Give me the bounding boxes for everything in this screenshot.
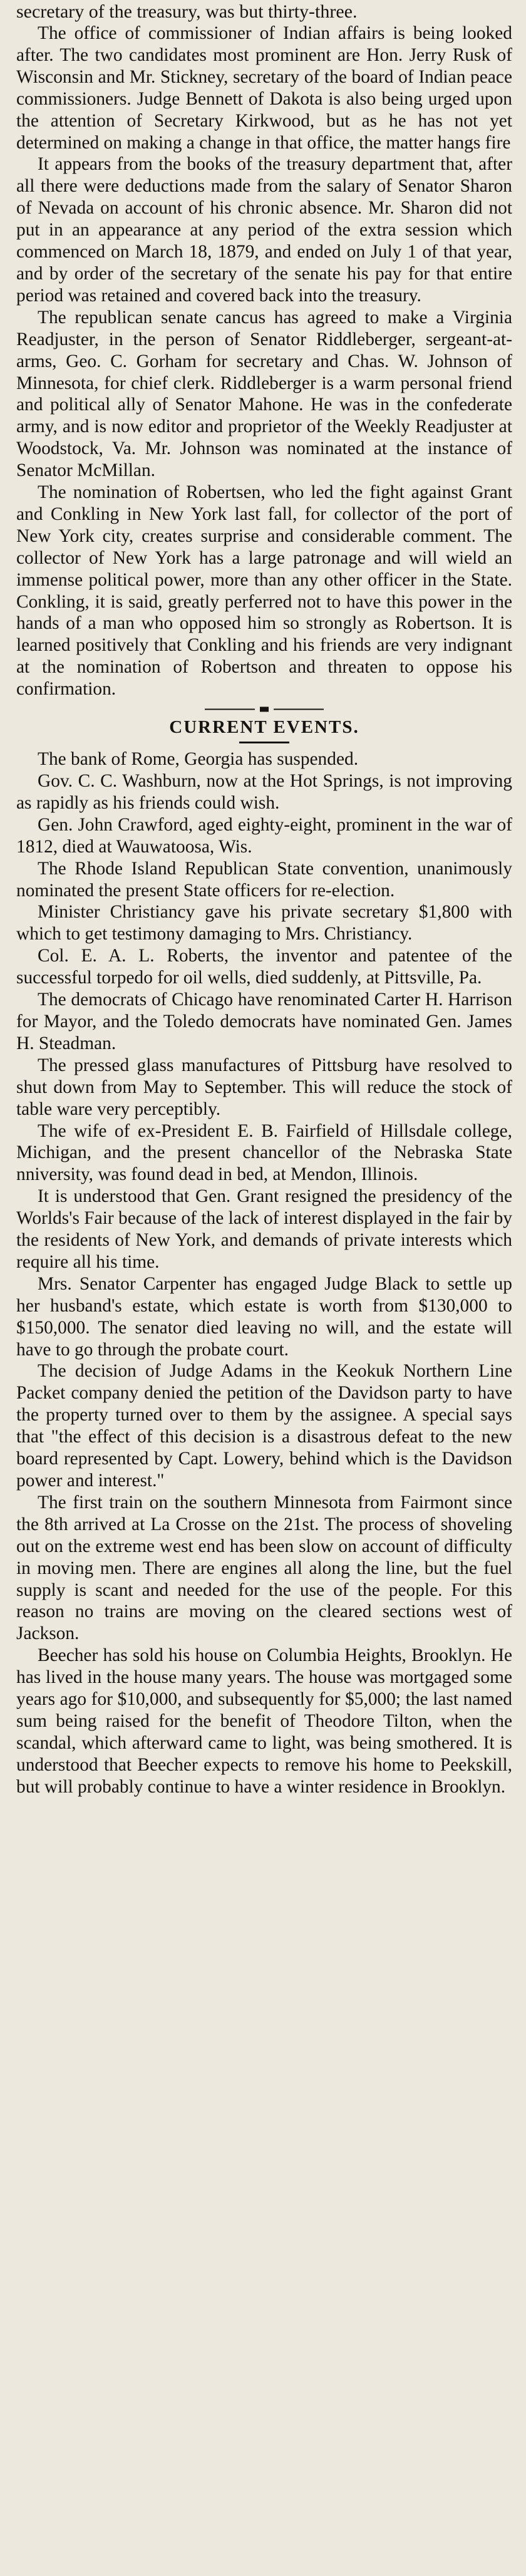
news-item: The decision of Judge Adams in the Keokuk Northern Line Packet company denied the petition of the Davidson party to have the property turned over to them by the assignee. A special says that "the effect of this decision is a disastrous defeat to the new board represented by Capt. Lowery, behind which is the Davidson power and interest.": [16, 1361, 512, 1491]
article-paragraph: The office of commissioner of Indian affairs is being looked after. The two candidates most prominent are Hon. Jerry Rusk of Wisconsin and Mr. Stickney, secretary of the board of Indian peace commissioners. Judge Bennett of Dakota is also being urged upon the attention of Secretary Kirkwood, but as he has not yet determined on making a change in that office, the matter hangs fire: [16, 23, 512, 153]
news-item: The Rhode Island Republican State convention, unanimously nominated the present State officers for re-election.: [16, 858, 512, 901]
news-item: The democrats of Chicago have renominated Carter H. Harrison for Mayor, and the Toledo democrats have nominated Gen. James H. Steadman.: [16, 990, 512, 1053]
news-item: Beecher has sold his house on Columbia Heights, Brooklyn. He has lived in the house many years. The house was mortgaged some years ago for $10,000, and subsequently for $5,000; the last named sum being raised for the benefit of Theodore Tilton, when the scandal, which afterward came to light, was being smothered. It is understood that Beecher expects to remove his home to Peekskill, but will probably continue to have a winter residence in Brooklyn.: [16, 1645, 512, 1797]
news-item: Col. E. A. L. Roberts, the inventor and patentee of the successful torpedo for oil wells, died suddenly, at Pittsville, Pa.: [16, 946, 512, 988]
news-item: Mrs. Senator Carpenter has engaged Judge Black to settle up her husband's estate, which estate is worth from $130,000 to $150,000. The senator died leaving no will, and the estate will have to go through the probate court.: [16, 1273, 512, 1360]
news-item: It is understood that Gen. Grant resigned the presidency of the Worlds's Fair because of the lack of interest displayed in the fair by the residents of New York, and demands of private interests which require all his time.: [16, 1186, 512, 1272]
section-heading: CURRENT EVENTS.: [169, 717, 359, 738]
political-news-section: [16, 23, 512, 700]
news-item: Gen. John Crawford, aged eighty-eight, prominent in the war of 1812, died at Wauwatoosa, Wis.: [16, 814, 512, 857]
news-item: The wife of ex-President E. B. Fairfield of Hillsdale college, Michigan, and the present chancellor of the Nebraska State nniversity, was found dead in bed, at Mendon, Illinois.: [16, 1120, 512, 1185]
heading-underline: [239, 742, 289, 743]
news-item: Gov. C. C. Washburn, now at the Hot Springs, is not improving as rapidly as his friends could wish.: [16, 771, 512, 813]
current-events-section: [16, 748, 512, 1798]
article-paragraph: The republican senate cancus has agreed to make a Virginia Readjuster, in the person of Senator Riddleberger, sergeant-at-arms, Geo. C. Gorham for secretary and Chas. W. Johnson of Minnesota, for chief clerk. Riddleberger is a warm personal friend and political ally of Senator Mahone. He was in the confederate army, and is now editor and proprietor of the Weekly Readjuster at Woodstock, Va. Mr. Johnson was nominated at the instance of Senator McMillan.: [16, 307, 512, 481]
news-item: The bank of Rome, Georgia has suspended.: [38, 749, 359, 770]
continued-line: secretary of the treasury, was but thirty-three.: [16, 1, 358, 22]
article-paragraph: The nomination of Robertsen, who led the fight against Grant and Conkling in New York last fall, for collector of the port of New York city, creates surprise and considerable comment. The collector of New York has a large patronage and will wield an immense political power, more than any other officer in the State. Conkling, it is said, greatly perferred not to have this power in the hands of a man who opposed him so strongly as Robertson. It is learned positively that Conkling and his friends are very indignant at the nomination of Robertson and threaten to oppose his confirmation.: [16, 482, 512, 700]
news-item: The pressed glass manufactures of Pittsburg have resolved to shut down from May to September. This will reduce the stock of table ware very perceptibly.: [16, 1055, 512, 1119]
news-item: The first train on the southern Minnesota from Fairmont since the 8th arrived at La Crosse on the 21st. The process of shoveling out on the extreme west end has been slow on account of difficulty in moving men. There are engines all along the line, but the fuel supply is scant and needed for the use of the people. For this reason no trains are moving on the cleared sections west of Jackson.: [16, 1492, 512, 1644]
section-header: [16, 706, 512, 743]
article-paragraph: It appears from the books of the treasury department that, after all there were deductions made from the salary of Senator Sharon of Nevada on account of his chronic absence. Mr. Sharon did not put in an appearance at any period of the extra session which commenced on March 18, 1879, and ended on July 1 of that year, and by order of the secretary of the senate his pay for that entire period was retained and covered back into the treasury.: [16, 154, 512, 306]
news-item: Minister Christiancy gave his private secretary $1,800 with which to get testimony damaging to Mrs. Christiancy.: [16, 902, 512, 944]
ornamental-rule-icon: [205, 706, 324, 712]
